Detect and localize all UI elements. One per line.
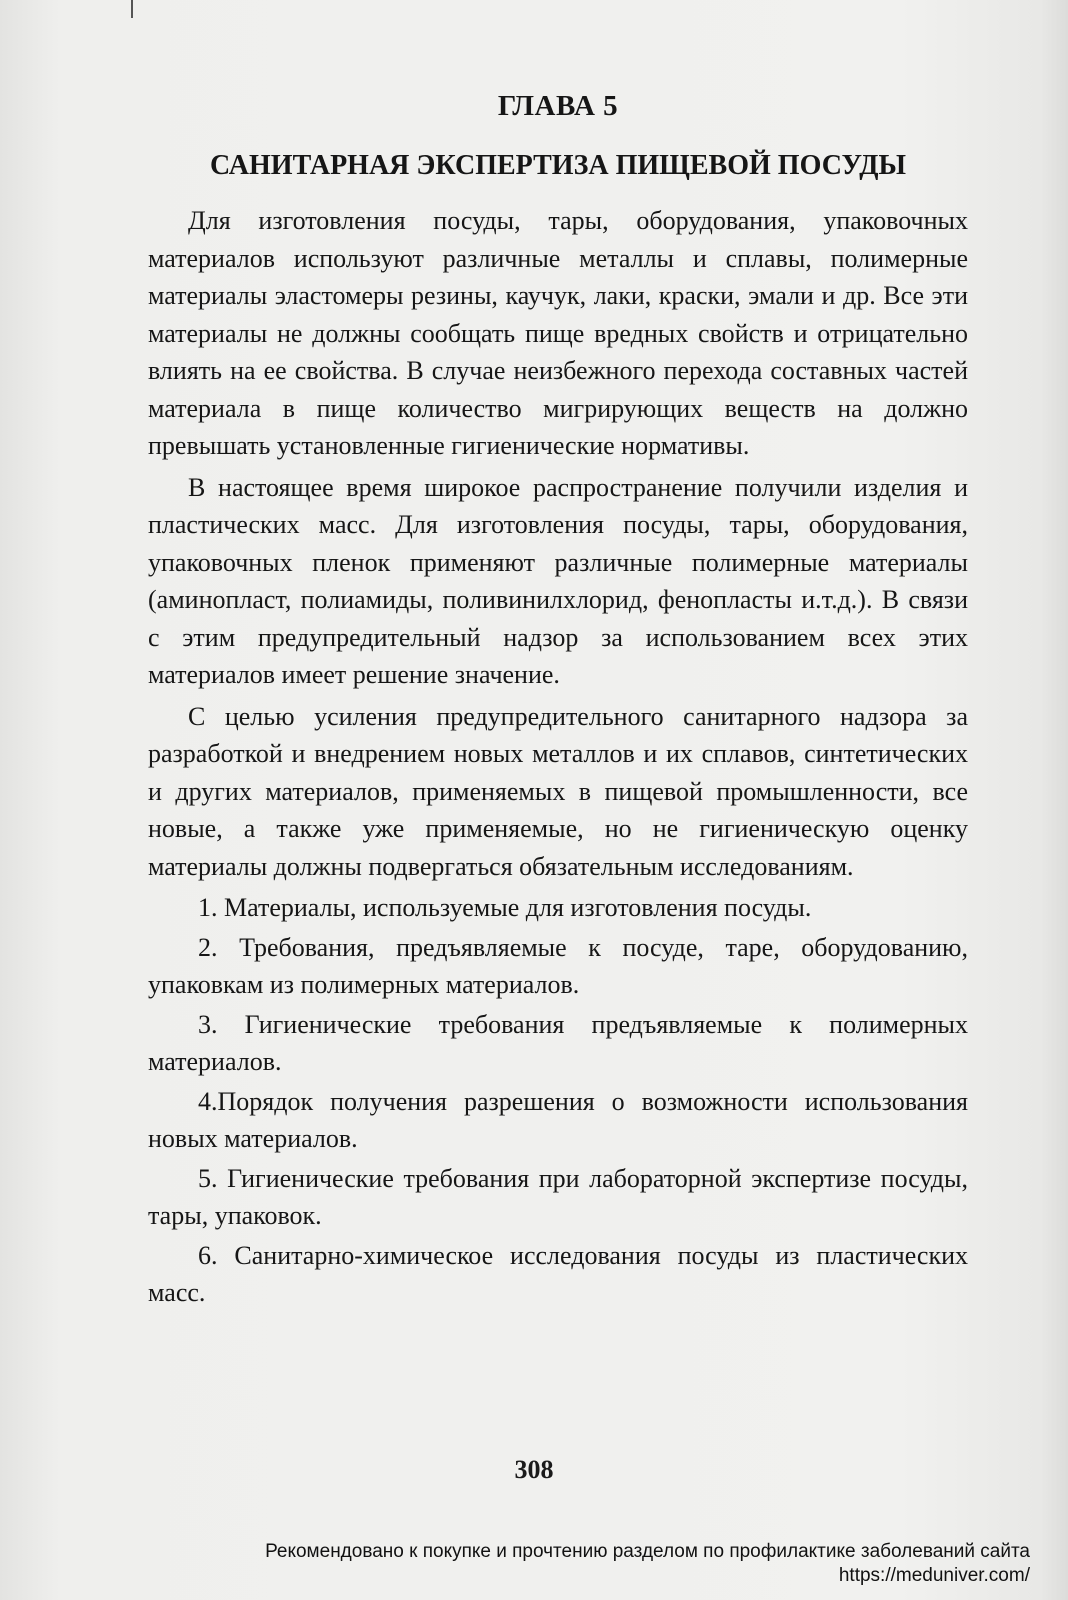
list-item-6: 6. Санитарно-химическое исследования посуды из пластических масс.	[148, 1240, 968, 1307]
paragraph-1: Для изготовления посуды, тары, оборудования, упаковочных материалов используют различные металлы и сплавы, полимерные материалы эластомеры резины, каучук, лаки, краски, эмали и др. Все эти материалы не должны сообщать пище вредных свойств и отрицательно влиять на ее свойства. В случае неизбежного перехода составных частей материала в пище количество мигрирующих веществ на должно превышать установленные гигиенические нормативы.	[148, 206, 968, 460]
paragraph-2: В настоящее время широкое распространение получили изделия и пластических масс. Для изготовления посуды, тары, оборудования, упаковочных пленок применяют различные полимерные материалы (аминопласт, полиамиды, поливинилхлорид, фенопласты и.т.д.). В связи с этим предупредительный надзор за использованием всех этих материалов имеет решение значение.	[148, 472, 968, 689]
list-item-2: 2. Требования, предъявляемые к посуде, таре, оборудованию, упаковкам из полимерных материалов.	[148, 932, 968, 999]
page-edge-mark	[131, 0, 133, 18]
list-item-1: 1. Материалы, используемые для изготовления посуды.	[198, 893, 812, 922]
chapter-heading: ГЛАВА 5	[497, 90, 619, 122]
footer-note: Рекомендовано к покупке и прочтению разделом по профилактике заболеваний сайта https://meduniver.com/	[265, 1541, 1030, 1586]
list-item-3: 3. Гигиенические требования предъявляемые к полимерных материалов.	[148, 1009, 968, 1076]
list-item-5: 5. Гигиенические требования при лабораторной экспертизе посуды, тары, упаковок.	[148, 1163, 968, 1230]
list-item-4: 4.Порядок получения разрешения о возможности использования новых материалов.	[148, 1086, 968, 1153]
page-number: 308	[514, 1455, 554, 1484]
paragraph-3: С целью усиления предупредительного санитарного надзора за разработкой и внедрением новых металлов и их сплавов, синтетических и других материалов, применяемых в пищевой промышленности, все новые, а также уже применяемые, но не гигиеническую оценку материалы должны подвергаться обязательным исследованиям.	[148, 701, 968, 881]
chapter-title: САНИТАРНАЯ ЭКСПЕРТИЗА ПИЩЕВОЙ ПОСУДЫ	[209, 150, 907, 181]
page-content	[148, 88, 968, 1314]
